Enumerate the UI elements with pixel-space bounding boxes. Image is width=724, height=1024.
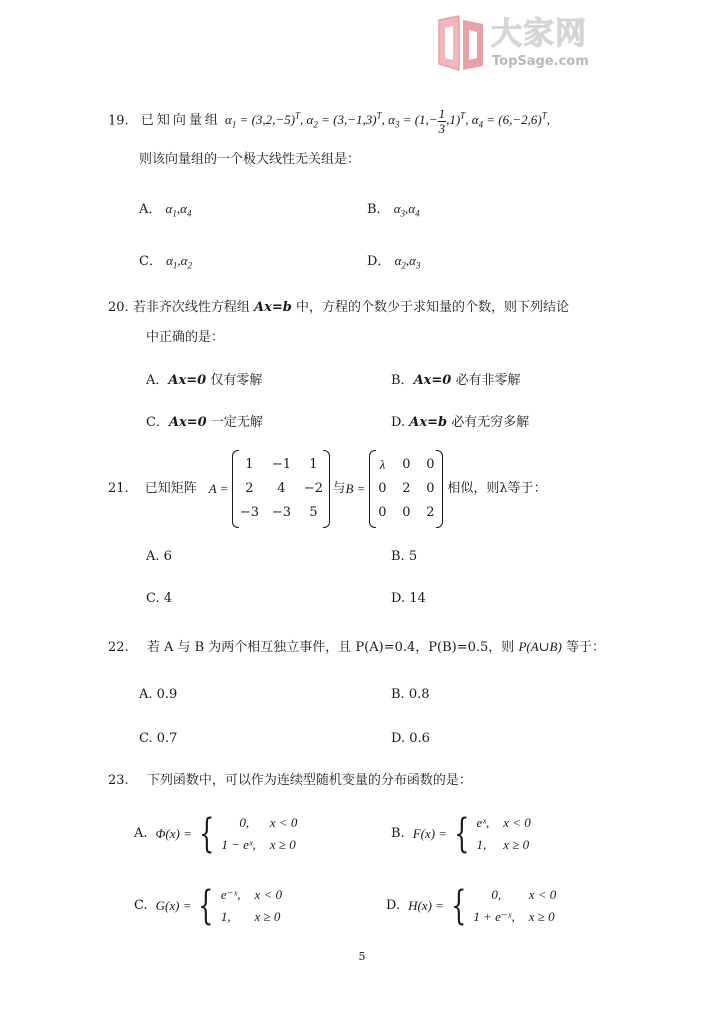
q19-option-a[interactable]: A． $\alpha_1,\alpha_4$: [139, 201, 192, 219]
brace-icon: {: [454, 811, 470, 857]
q20-option-c[interactable]: C．Ax=0 一定无解: [146, 415, 263, 430]
q22-number: 22.: [108, 640, 129, 655]
q23-stem: 23. 下列函数中，可以作为连续型随机变量的分布函数的是：: [108, 773, 472, 788]
watermark-logo: [437, 14, 597, 74]
q19-stem: [108, 106, 550, 136]
q21-option-b[interactable]: B. 5: [391, 549, 418, 564]
watermark-site: TopSage.com: [492, 54, 589, 69]
q21-stem: 21. 已知矩阵 A = 1 −1 1 2 4 −2 −3 −3 5 与 B = λ 0 0 0 2 0 0 0 2 相似，则λ等于：: [108, 456, 547, 522]
q19-a1: (3,2,−5): [251, 112, 296, 128]
q19-a3-post: ,1): [446, 112, 461, 128]
q19-text: 已知向量组: [140, 113, 221, 129]
q22-stem: 22. 若 A 与 B 为两个相互独立事件，且 P(A)=0.4，P(B)=0.5，则 P(A∪B) 等于：: [108, 639, 605, 655]
q20-equation: Ax=b: [253, 300, 292, 315]
q19-a3-pre: (1,−: [414, 112, 438, 128]
q23-option-a[interactable]: A. Φ(x) = { 0, x < 0 1 − eˣ, x ≥ 0: [134, 811, 298, 857]
q19-number: 19.: [108, 113, 129, 129]
logo-mark-icon: [437, 14, 487, 72]
q20-stem: 20. 若非齐次线性方程组 Ax=b 中，方程的个数少于求知量的个数，则下列结论: [108, 300, 569, 315]
q23-number: 23.: [108, 773, 129, 788]
q19-vectors: $\alpha_1 = (3,2,-5)^T$, $\alpha_2 = (3,-1,3)^T$, $\alpha_3 = (1,-$ $\frac{1}{3}$ ,1)$^T$, $\alpha_4 = (6,-2,6)^T$,: [224, 105, 550, 136]
q21-number: 21.: [108, 481, 129, 496]
q19-a2: (3,−1,3): [333, 112, 377, 128]
q23-option-b[interactable]: B. F(x) = { eˣ, x < 0 1, x ≥ 0: [391, 811, 531, 857]
page-number: 5: [358, 950, 366, 963]
q21-option-a[interactable]: A. 6: [146, 549, 172, 564]
q20-stem-line2: 中正确的是：: [146, 330, 225, 345]
q20-option-b[interactable]: B．Ax=0 必有非零解: [391, 373, 521, 388]
q22-option-a[interactable]: A. 0.9: [139, 687, 178, 702]
q20-option-d[interactable]: D. Ax=b 必有无穷多解: [391, 415, 530, 430]
q20-number: 20.: [108, 300, 129, 315]
q22-expression: P(A∪B): [518, 639, 562, 654]
q19-a3-fraction: $\frac{1}{3}$: [438, 105, 446, 136]
matrix-b: λ 0 0 0 2 0 0 0 2: [369, 454, 443, 524]
q23-option-c[interactable]: C. G(x) = { e⁻ˣ, x < 0 1, x ≥ 0: [134, 883, 283, 929]
q19-stem-line2: 则该向量组的一个极大线性无关组是：: [139, 152, 361, 167]
q22-option-b[interactable]: B. 0.8: [391, 687, 430, 702]
watermark-brand: 大家网: [491, 16, 587, 52]
matrix-a: 1 −1 1 2 4 −2 −3 −3 5: [232, 454, 330, 524]
q22-option-c[interactable]: C. 0.7: [139, 731, 178, 746]
q19-option-d[interactable]: D． $\alpha_2,\alpha_3$: [367, 253, 421, 271]
q19-a4: (6,−2,6): [498, 112, 542, 128]
q23-option-d[interactable]: D. H(x) = { 0, x < 0 1 + e⁻ˣ, x ≥ 0: [386, 883, 557, 929]
q21-option-d[interactable]: D. 14: [391, 591, 426, 606]
brace-icon: {: [198, 883, 214, 929]
q19-option-c[interactable]: C． $\alpha_1,\alpha_2$: [139, 253, 192, 271]
brace-icon: {: [451, 883, 467, 929]
brace-icon: {: [198, 811, 215, 857]
q19-option-b[interactable]: B． $\alpha_3,\alpha_4$: [367, 201, 420, 219]
q20-option-a[interactable]: A．Ax=0 仅有零解: [146, 373, 263, 388]
q22-option-d[interactable]: D. 0.6: [391, 731, 430, 746]
q21-option-c[interactable]: C. 4: [146, 591, 173, 606]
